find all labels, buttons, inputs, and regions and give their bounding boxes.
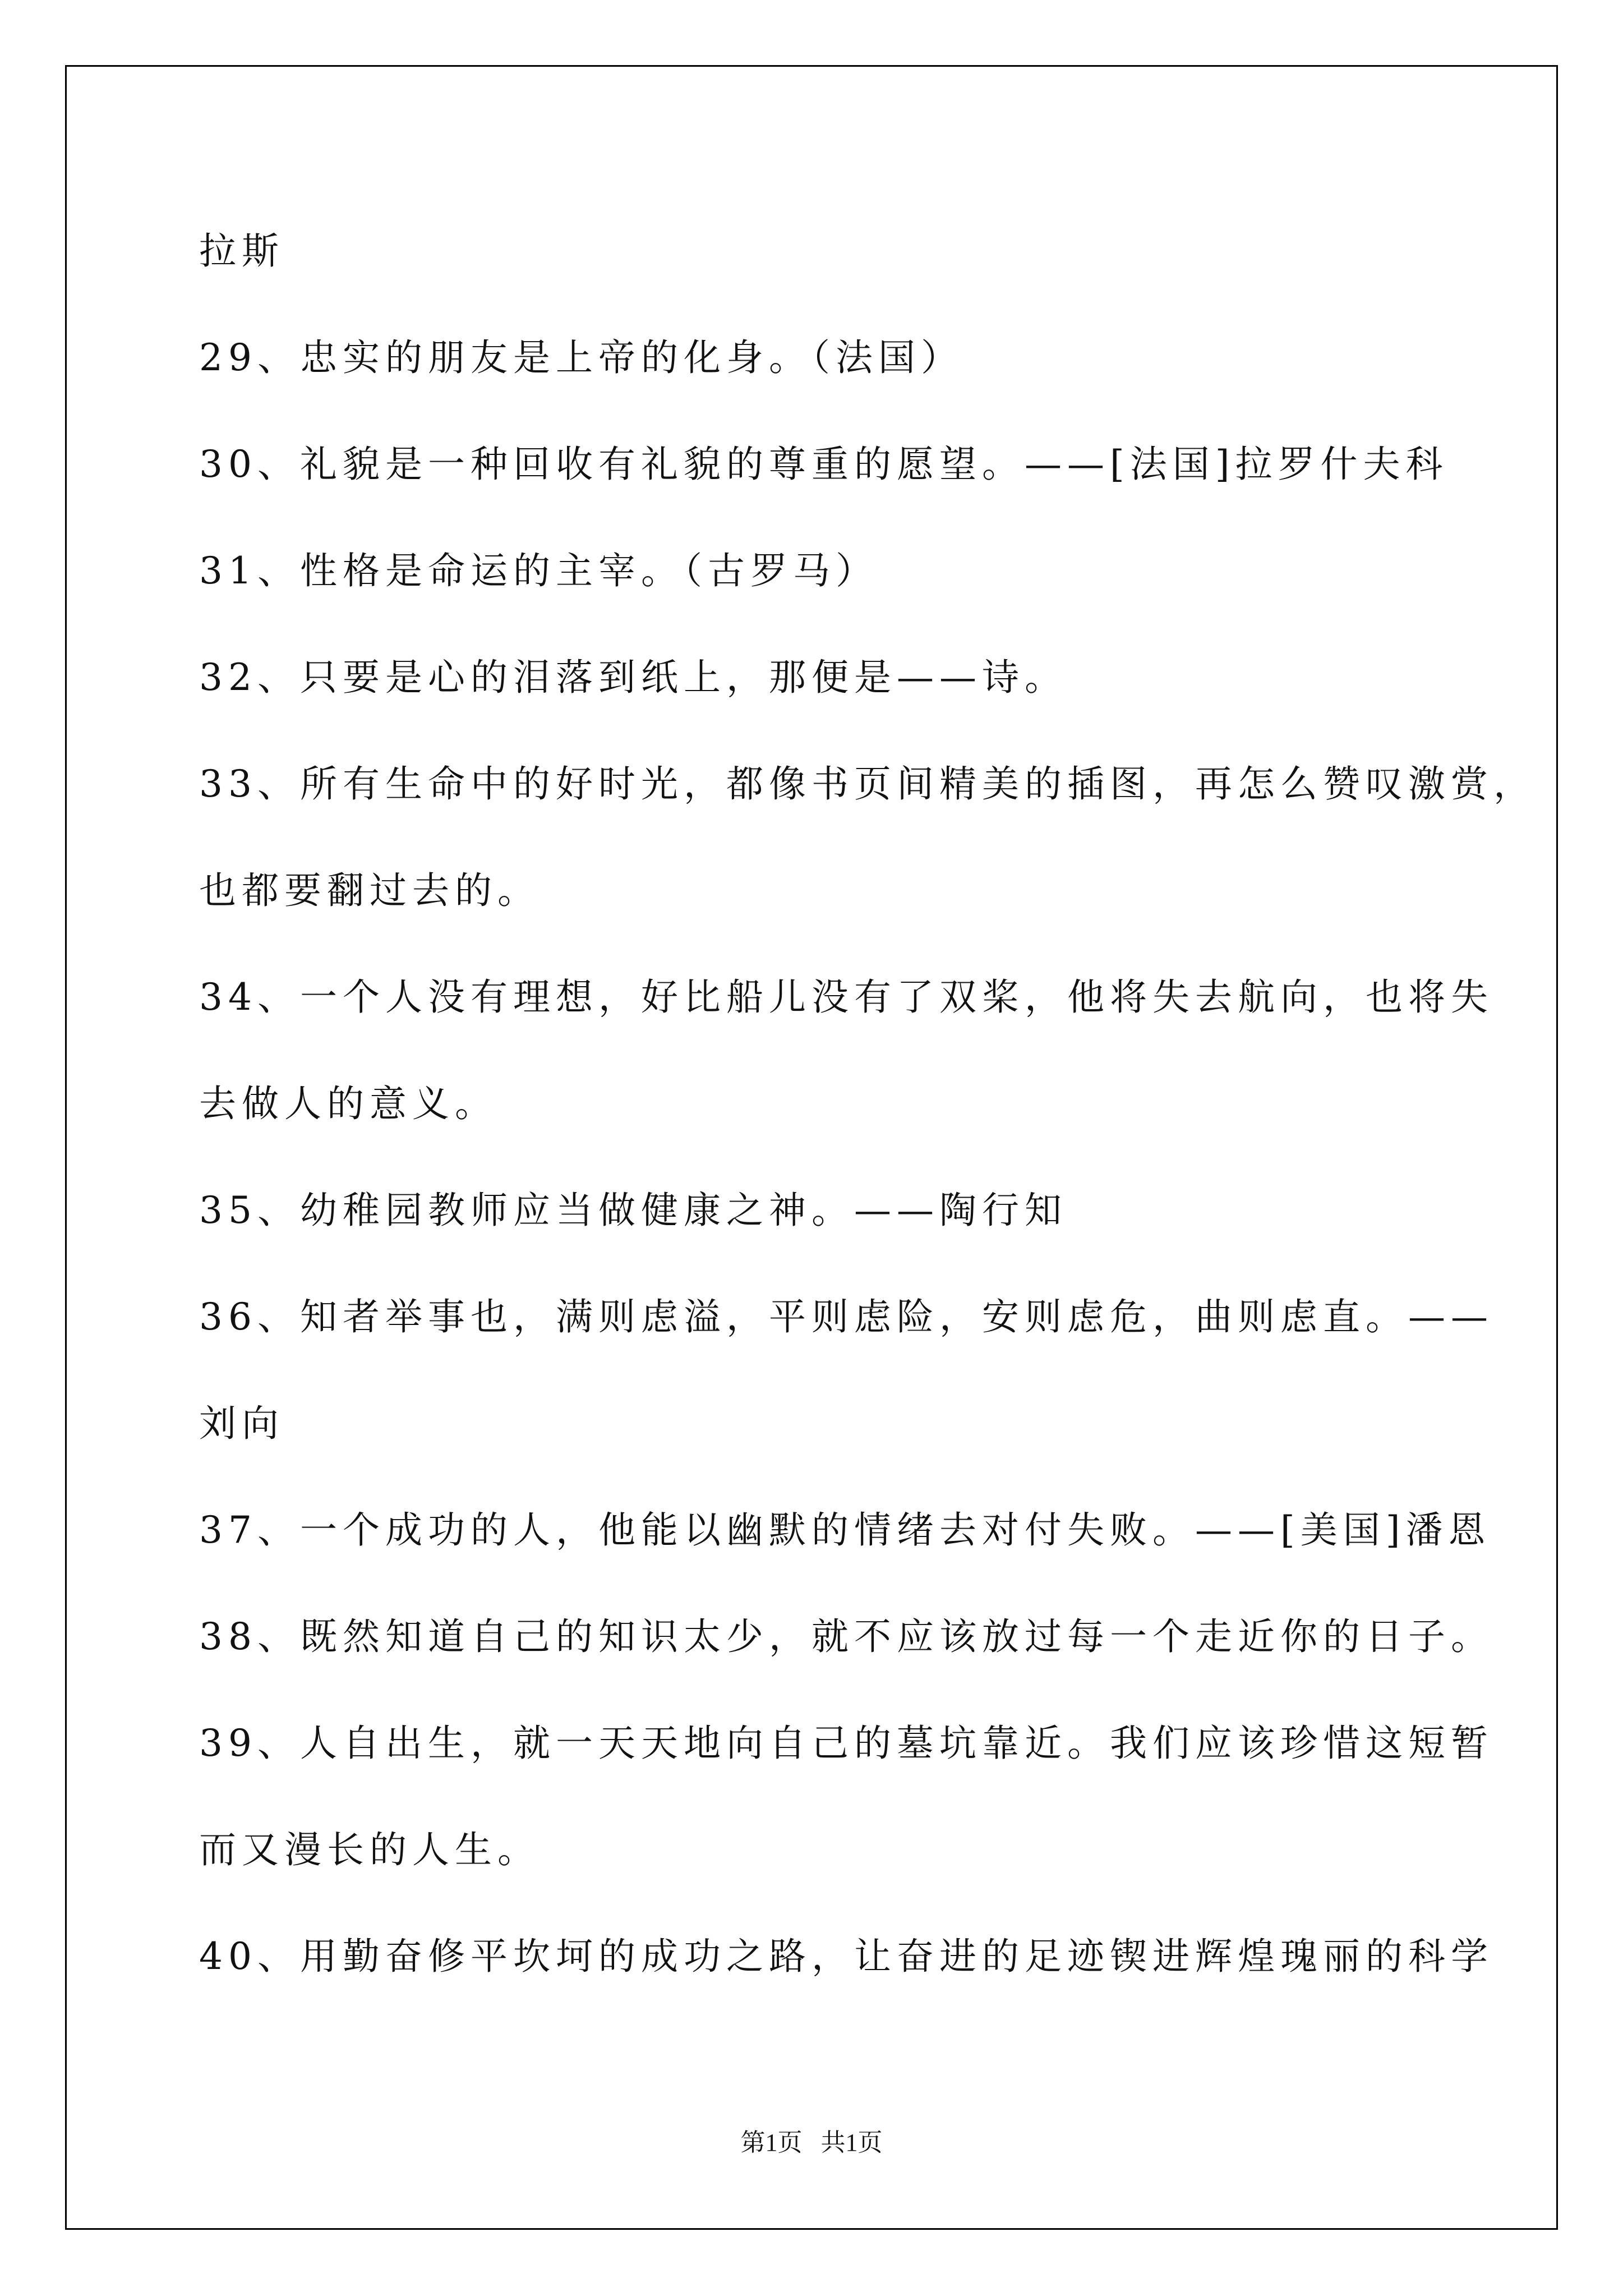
text-line: 去做人的意义。 xyxy=(199,1082,497,1125)
text-line: 39、人自出生，就一天天地向自己的墓坑靠近。我们应该珍惜这短暂 xyxy=(199,1722,1493,1765)
text-line: 29、忠实的朋友是上帝的化身。（法国） xyxy=(199,336,963,379)
text-line: 31、性格是命运的主宰。（古罗马） xyxy=(199,549,878,592)
text-line: 40、用勤奋修平坎坷的成功之路，让奋进的足迹锲进辉煌瑰丽的科学 xyxy=(199,1935,1493,1978)
text-line: 拉斯 xyxy=(199,229,284,273)
text-line: 30、礼貌是一种回收有礼貌的尊重的愿望。——[法国]拉罗什夫科 xyxy=(199,443,1449,486)
text-line: 35、幼稚园教师应当做健康之神。——陶行知 xyxy=(199,1189,1067,1232)
text-line: 36、知者举事也，满则虑溢，平则虑险，安则虑危，曲则虑直。—— xyxy=(199,1295,1493,1338)
page-number-footer: 第1页 共1页 xyxy=(740,2129,883,2156)
text-line: 也都要翻过去的。 xyxy=(199,869,540,912)
text-line: 33、所有生命中的好时光，都像书页间精美的插图，再怎么赞叹激赏， xyxy=(199,762,1536,806)
text-line: 而又漫长的人生。 xyxy=(199,1828,540,1871)
text-line: 37、一个成功的人，他能以幽默的情绪去对付失败。——[美国]潘恩 xyxy=(199,1508,1491,1552)
page-border xyxy=(65,65,1558,2230)
text-line: 32、只要是心的泪落到纸上，那便是——诗。 xyxy=(199,656,1067,699)
text-line: 34、一个人没有理想，好比船儿没有了双桨，他将失去航向，也将失 xyxy=(199,976,1493,1019)
text-line: 38、既然知道自己的知识太少，就不应该放过每一个走近你的日子。 xyxy=(199,1615,1493,1658)
text-line: 刘向 xyxy=(199,1402,284,1445)
